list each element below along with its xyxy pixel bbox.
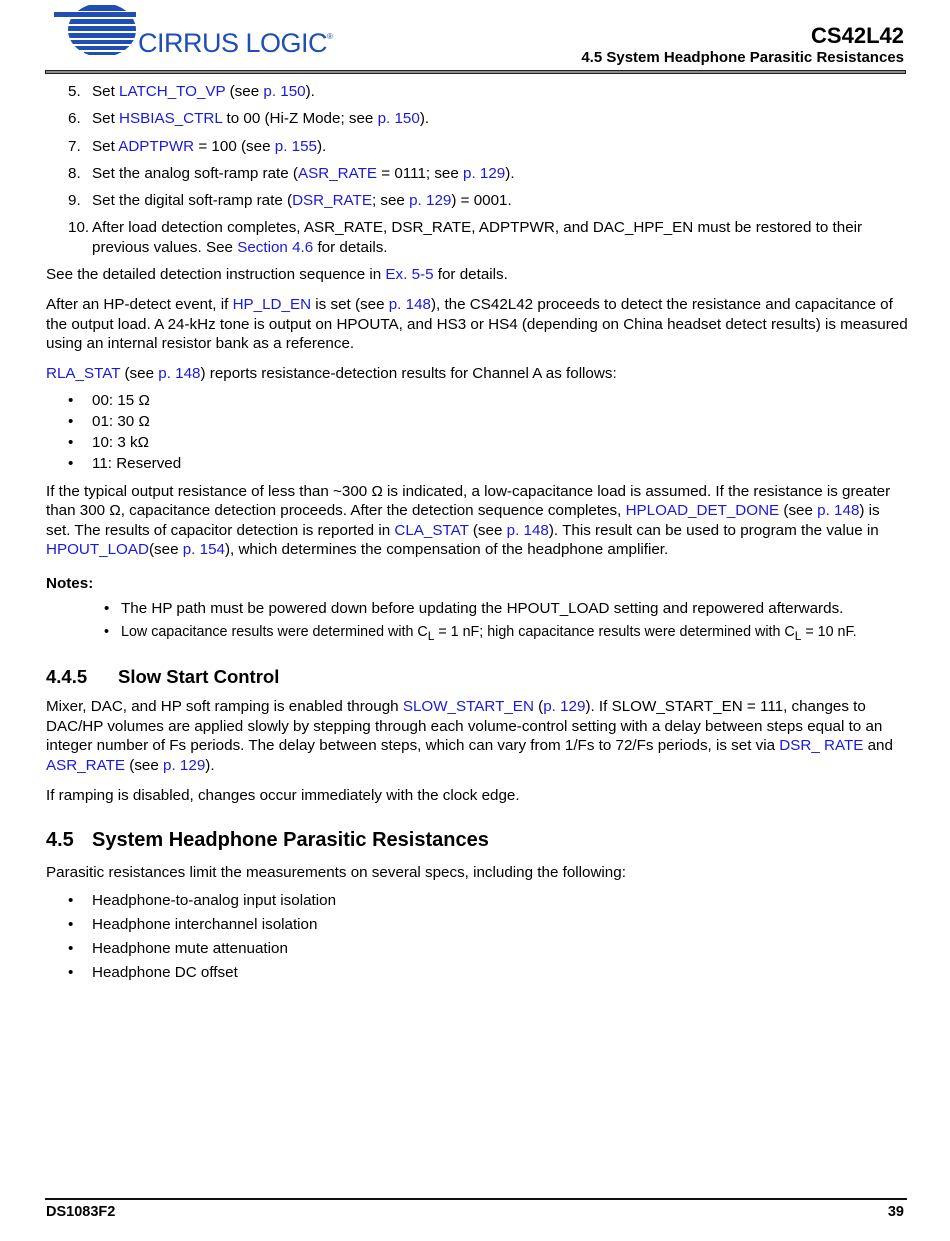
list-item: • 00: 15 Ω [46, 390, 908, 411]
parasitic-specs-list [46, 889, 908, 985]
cross-reference-link[interactable]: Ex. 5-5 [385, 266, 434, 284]
list-item: • Headphone interchannel isolation [46, 913, 908, 937]
notes-list [46, 599, 908, 646]
cross-reference-link[interactable]: HPLOAD_DET_DONE [625, 502, 780, 520]
cross-reference-link[interactable]: HPOUT_LOAD [46, 541, 149, 559]
step-item: 6. Set HSBIAS_CTRL to 00 (Hi-Z Mode; see p. 150). [68, 110, 430, 128]
document-id: DS1083F2 [46, 1204, 116, 1220]
cirrus-logic-logo [44, 2, 344, 62]
cross-reference-link[interactable]: p. 150 [377, 110, 420, 128]
cross-reference-link[interactable]: CLA_STAT [394, 521, 469, 539]
list-item: • 11: Reserved [46, 453, 908, 474]
cross-reference-link[interactable]: p. 155 [274, 137, 317, 155]
cross-reference-link[interactable]: p. 129 [543, 698, 586, 716]
logo-text: CIRRUS LOGIC® [138, 28, 333, 58]
cross-reference-link[interactable]: p. 129 [163, 756, 206, 774]
step-item: 8. Set the analog soft-ramp rate (ASR_RATE = 0111; see p. 129). [68, 164, 515, 182]
list-item: • 01: 30 Ω [46, 411, 908, 432]
step-number: 8. [68, 164, 81, 182]
step-item: 9. Set the digital soft-ramp rate (DSR_RATE; see p. 129) = 0001. [68, 192, 512, 210]
step-number: 9. [68, 192, 81, 210]
paragraph-rla-stat: RLA_STAT (see p. 148) reports resistance-detection results for Channel A as follows: [46, 365, 617, 383]
paragraph-parasitic-intro: Parasitic resistances limit the measurements on several specs, including the following: [46, 863, 626, 881]
paragraph-slow-start: Mixer, DAC, and HP soft ramping is enabled through SLOW_START_EN (p. 129). If SLOW_START_EN = 111, changes to DAC/HP volumes are applied slowly by stepping through each volume-control setting with a delay between steps equal to an integer number of Fs periods. The delay between steps, which can vary from 1/Fs to 72/Fs periods, is set via DSR_ RATE and ASR_RATE (see p. 129). [46, 698, 893, 774]
list-item: • Headphone mute attenuation [46, 937, 908, 961]
logo-stripes-icon [44, 2, 139, 58]
paragraph-see-sequence: See the detailed detection instruction sequence in Ex. 5-5 for details. [46, 266, 508, 284]
cross-reference-link[interactable]: p. 129 [409, 192, 452, 210]
cross-reference-link[interactable]: RLA_STAT [46, 365, 121, 383]
step-number: 10. [68, 219, 90, 237]
cross-reference-link[interactable]: ASR_RATE [46, 756, 126, 774]
cross-reference-link[interactable]: DSR_RATE [292, 192, 372, 210]
list-item: • Headphone-to-analog input isolation [46, 889, 908, 913]
cross-reference-link[interactable]: LATCH_TO_VP [119, 83, 226, 100]
cross-reference-link[interactable]: DSR_ RATE [779, 737, 864, 755]
step-number: 6. [68, 110, 81, 128]
section-heading-4-4-5: 4.4.5 Slow Start Control [46, 665, 280, 687]
cross-reference-link[interactable]: SLOW_START_EN [402, 698, 534, 716]
detection-steps-list [46, 82, 908, 257]
cross-reference-link[interactable]: p. 129 [463, 164, 506, 182]
paragraph-resistance: If the typical output resistance of less than ~300 Ω is indicated, a low-capacitance load is assumed. If the resistance is greater than 300 Ω, capacitance detection proceeds. After the detection sequence completes, HPLOAD_DET_DONE (see p. 148) is set. The results of capacitor detection is reported in CLA_STAT (see p. 148). This result can be used to program the value in HPOUT_LOAD(see p. 154), which determines the compensation of the headphone amplifier. [46, 482, 891, 559]
section-heading-4-5: 4.5 System Headphone Parasitic Resistances [46, 829, 489, 852]
cross-reference-link[interactable]: p. 148 [506, 521, 549, 539]
cross-reference-link[interactable]: p. 150 [263, 83, 306, 100]
step-number: 7. [68, 137, 81, 155]
note-item: • The HP path must be powered down before updating the HPOUT_LOAD setting and repowered afterwards. [46, 599, 908, 619]
cross-reference-link[interactable]: ADPTPWR [118, 137, 195, 155]
notes-label: Notes: [46, 574, 94, 592]
paragraph-ramping-disabled: If ramping is disabled, changes occur immediately with the clock edge. [46, 786, 520, 804]
cross-reference-link[interactable]: p. 148 [388, 296, 431, 314]
running-section-title: 4.5 System Headphone Parasitic Resistances [581, 49, 904, 66]
cross-reference-link[interactable]: p. 154 [182, 541, 225, 559]
footer-rule [45, 1198, 907, 1200]
cross-reference-link[interactable]: Section 4.6 [237, 238, 314, 256]
list-item: • 10: 3 kΩ [46, 432, 908, 453]
step-item: 10. After load detection completes, ASR_RATE, DSR_RATE, ADPTPWR, and DAC_HPF_EN must be restored to their previous values. See Section 4.6 for details. [68, 219, 863, 256]
cross-reference-link[interactable]: p. 148 [158, 365, 201, 383]
document-title: CS42L42 [811, 23, 904, 48]
cross-reference-link[interactable]: ASR_RATE [297, 164, 378, 182]
page-number: 39 [887, 1204, 904, 1220]
note-item: • Low capacitance results were determined with $C_L = 1$ nF; high capacitance results were determined with $C_L = 10$ nF. [46, 623, 908, 646]
page-content [46, 82, 908, 985]
step-item: 5. Set LATCH_TO_VP (see p. 150). [68, 83, 315, 100]
step-number: 5. [68, 83, 81, 100]
paragraph-hp-detect: After an HP-detect event, if HP_LD_EN is set (see p. 148), the CS42L42 proceeds to detect the resistance and capacitance of the output load. A 24-kHz tone is output on HPOUTA, and HS3 or HS4 (depending on China headset detect results) is measured using an internal resistor bank as a reference. [46, 296, 908, 353]
rla-values-list [46, 390, 908, 474]
cross-reference-link[interactable]: p. 148 [817, 502, 860, 520]
cross-reference-link[interactable]: HSBIAS_CTRL [119, 110, 223, 128]
step-item: 7. Set ADPTPWR = 100 (see p. 155). [68, 137, 327, 155]
cross-reference-link[interactable]: HP_LD_EN [232, 296, 312, 314]
list-item: • Headphone DC offset [46, 961, 908, 985]
header-rule [45, 70, 906, 74]
